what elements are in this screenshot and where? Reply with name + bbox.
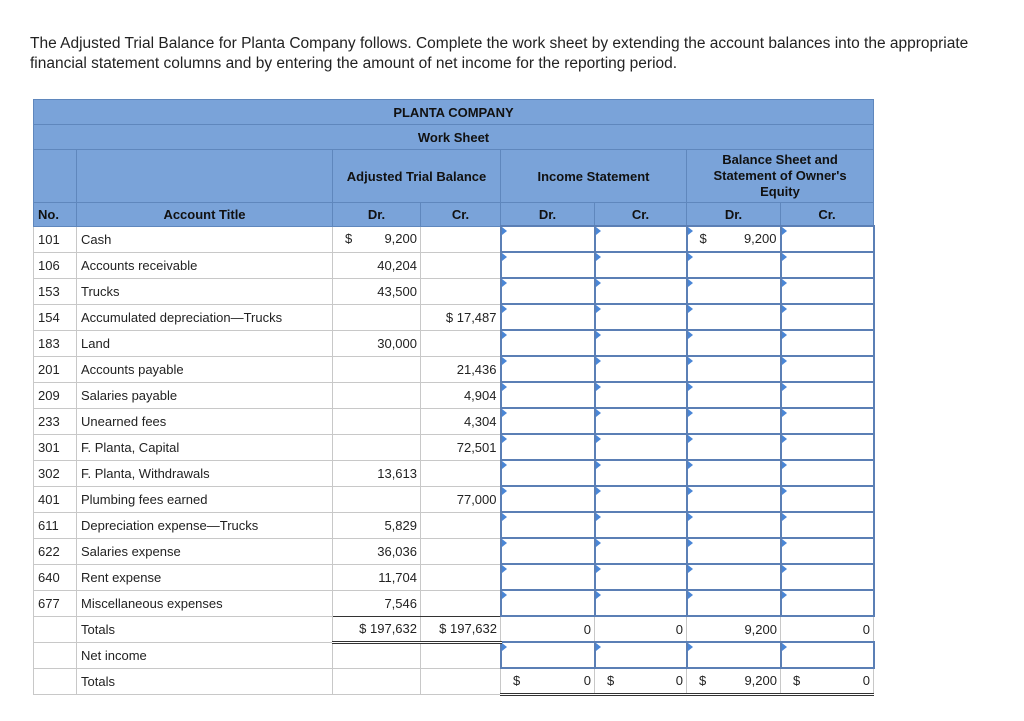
account-title: Accounts receivable	[77, 252, 333, 278]
atb-dr-value: 13,613	[333, 460, 421, 486]
table-row	[34, 304, 874, 330]
net-income-is-cr-input[interactable]	[595, 642, 687, 668]
atb-cr-value: 4,304	[421, 408, 501, 434]
dollar-sign: $	[793, 673, 801, 688]
account-title: Trucks	[77, 278, 333, 304]
table-row	[34, 356, 874, 382]
work-sheet-table	[33, 99, 875, 696]
atb-cr-value	[421, 538, 501, 564]
bs-cr-input[interactable]	[781, 252, 874, 278]
atb-dr-value: 5,829	[333, 512, 421, 538]
atb-cr-value: 21,436	[421, 356, 501, 382]
is-cr-input[interactable]	[595, 226, 687, 252]
account-number: 640	[34, 564, 77, 590]
is-dr-input[interactable]	[501, 304, 595, 330]
account-number: 201	[34, 356, 77, 382]
is-dr-input[interactable]	[501, 356, 595, 382]
is-dr-input[interactable]	[501, 252, 595, 278]
bs-cr-input[interactable]	[781, 226, 874, 252]
is-dr-input[interactable]	[501, 538, 595, 564]
atb-dr-value	[333, 304, 421, 330]
final-is-cr-value: 0	[675, 673, 683, 688]
instructions-text: The Adjusted Trial Balance for Planta Company follows. Complete the work sheet by extending the account balances into the appropriate financial statement columns and by entering the amount of net income for the reporting period.	[30, 35, 969, 72]
bs-cr-input[interactable]	[781, 382, 874, 408]
is-cr-input[interactable]	[595, 278, 687, 304]
final-is-cr-total	[595, 668, 687, 695]
is-dr-input[interactable]	[501, 512, 595, 538]
account-title: Land	[77, 330, 333, 356]
bs-cr-input[interactable]	[781, 434, 874, 460]
atb-dr-value	[333, 434, 421, 460]
is-dr-total: 0	[501, 616, 595, 642]
final-bs-dr-value: 9,200	[744, 673, 777, 688]
bs-cr-input[interactable]	[781, 590, 874, 616]
bs-dr-input[interactable]	[687, 304, 781, 330]
atb-dr-value: 43,500	[333, 278, 421, 304]
is-cr-input[interactable]	[595, 486, 687, 512]
dollar-sign: $	[513, 673, 521, 688]
is-dr-input[interactable]	[501, 486, 595, 512]
bs-cr-input[interactable]	[781, 486, 874, 512]
atb-cr-value	[421, 512, 501, 538]
bs-cr-input[interactable]	[781, 330, 874, 356]
is-cr-input[interactable]	[595, 538, 687, 564]
final-totals-label: Totals	[77, 668, 333, 695]
table-row	[34, 590, 874, 616]
table-row	[34, 278, 874, 304]
atb-dr-value	[333, 486, 421, 512]
is-dr-input[interactable]	[501, 564, 595, 590]
table-row	[34, 486, 874, 512]
is-dr-input[interactable]	[501, 330, 595, 356]
account-title: F. Planta, Withdrawals	[77, 460, 333, 486]
atb-dr-value	[333, 408, 421, 434]
is-cr-input[interactable]	[595, 382, 687, 408]
bs-dr-input[interactable]	[687, 408, 781, 434]
net-income-bs-dr-input[interactable]	[687, 642, 781, 668]
is-dr-input[interactable]	[501, 226, 595, 252]
col-no-header: No.	[34, 203, 77, 227]
bs-dr-input[interactable]	[687, 434, 781, 460]
table-row	[34, 226, 874, 252]
is-dr-input[interactable]	[501, 408, 595, 434]
totals-label: Totals	[77, 616, 333, 642]
atb-cr-value: 72,501	[421, 434, 501, 460]
bs-header: Balance Sheet and Statement of Owner's Equity	[687, 150, 874, 203]
account-number: 209	[34, 382, 77, 408]
atb-cr-value	[421, 226, 501, 252]
atb-dr-value: 11,704	[333, 564, 421, 590]
bs-dr-input[interactable]	[687, 382, 781, 408]
table-row	[34, 512, 874, 538]
is-header: Income Statement	[501, 150, 687, 203]
table-row	[34, 460, 874, 486]
atb-header: Adjusted Trial Balance	[333, 150, 501, 203]
is-dr-header: Dr.	[501, 203, 595, 227]
account-number: 154	[34, 304, 77, 330]
account-title: Plumbing fees earned	[77, 486, 333, 512]
bs-dr-input[interactable]	[687, 330, 781, 356]
atb-dr-value: 40,204	[333, 252, 421, 278]
is-dr-input[interactable]	[501, 460, 595, 486]
is-dr-input[interactable]	[501, 434, 595, 460]
is-cr-input[interactable]	[595, 460, 687, 486]
is-dr-input[interactable]	[501, 590, 595, 616]
table-row	[34, 330, 874, 356]
account-title: Rent expense	[77, 564, 333, 590]
bs-cr-total: 0	[781, 616, 874, 642]
bs-dr-header: Dr.	[687, 203, 781, 227]
final-is-dr-value: 0	[583, 673, 591, 688]
bs-dr-input[interactable]	[687, 226, 781, 252]
account-number: 101	[34, 226, 77, 252]
atb-dr-value: 7,546	[333, 590, 421, 616]
account-number: 301	[34, 434, 77, 460]
is-cr-input[interactable]	[595, 590, 687, 616]
bs-cr-input[interactable]	[781, 460, 874, 486]
account-number: 611	[34, 512, 77, 538]
bs-cr-input[interactable]	[781, 356, 874, 382]
bs-dr-input[interactable]	[687, 460, 781, 486]
account-number: 183	[34, 330, 77, 356]
atb-dr-value	[333, 382, 421, 408]
is-cr-input[interactable]	[595, 564, 687, 590]
atb-dr-value	[333, 356, 421, 382]
account-number: 401	[34, 486, 77, 512]
account-title: Cash	[77, 226, 333, 252]
is-cr-input[interactable]	[595, 434, 687, 460]
atb-cr-value	[421, 252, 501, 278]
atb-dr-header: Dr.	[333, 203, 421, 227]
bs-dr-input[interactable]	[687, 564, 781, 590]
account-title: Depreciation expense—Trucks	[77, 512, 333, 538]
bs-dr-input[interactable]	[687, 356, 781, 382]
net-income-is-dr-input[interactable]	[501, 642, 595, 668]
bs-cr-input[interactable]	[781, 538, 874, 564]
table-row	[34, 538, 874, 564]
bs-dr-total: 9,200	[687, 616, 781, 642]
account-number: 622	[34, 538, 77, 564]
account-title: Accounts payable	[77, 356, 333, 382]
bs-cr-input[interactable]	[781, 278, 874, 304]
is-cr-input[interactable]	[595, 512, 687, 538]
account-title: Accumulated depreciation—Trucks	[77, 304, 333, 330]
final-bs-cr-value: 0	[862, 673, 870, 688]
final-bs-dr-total	[687, 668, 781, 695]
account-number: 106	[34, 252, 77, 278]
atb-dr-value	[333, 226, 421, 252]
account-number: 153	[34, 278, 77, 304]
final-is-dr-total	[501, 668, 595, 695]
account-title: Unearned fees	[77, 408, 333, 434]
table-row	[34, 564, 874, 590]
bs-cr-input[interactable]	[781, 564, 874, 590]
is-cr-total: 0	[595, 616, 687, 642]
table-row	[34, 252, 874, 278]
atb-cr-value: 4,904	[421, 382, 501, 408]
is-cr-input[interactable]	[595, 252, 687, 278]
bs-cr-input[interactable]	[781, 304, 874, 330]
is-cr-input[interactable]	[595, 356, 687, 382]
dollar-sign: $	[345, 230, 353, 246]
dollar-sign: $	[699, 673, 707, 688]
atb-cr-header: Cr.	[421, 203, 501, 227]
atb-cr-total: $ 197,632	[421, 616, 501, 642]
bs-dr-input[interactable]	[687, 252, 781, 278]
atb-cr-value	[421, 564, 501, 590]
dollar-sign: $	[607, 673, 615, 688]
bs-cr-input[interactable]	[781, 512, 874, 538]
company-name: PLANTA COMPANY	[34, 100, 874, 125]
atb-dr-value: 30,000	[333, 330, 421, 356]
atb-dr-value: 36,036	[333, 538, 421, 564]
col-title-header: Account Title	[77, 203, 333, 227]
bs-dr-input[interactable]	[687, 486, 781, 512]
bs-dr-input[interactable]	[687, 590, 781, 616]
account-number: 677	[34, 590, 77, 616]
account-title: F. Planta, Capital	[77, 434, 333, 460]
atb-cr-value	[421, 590, 501, 616]
net-income-label: Net income	[77, 642, 333, 668]
dollar-sign: $	[699, 231, 707, 246]
atb-cr-value: $ 17,487	[421, 304, 501, 330]
atb-cr-value	[421, 278, 501, 304]
is-dr-input[interactable]	[501, 382, 595, 408]
is-cr-input[interactable]	[595, 408, 687, 434]
atb-dr-total: $ 197,632	[333, 616, 421, 642]
is-cr-input[interactable]	[595, 330, 687, 356]
atb-cr-value: 77,000	[421, 486, 501, 512]
bs-cr-header: Cr.	[781, 203, 874, 227]
account-title: Salaries expense	[77, 538, 333, 564]
account-number: 302	[34, 460, 77, 486]
account-title: Miscellaneous expenses	[77, 590, 333, 616]
table-row	[34, 434, 874, 460]
bs-dr-input[interactable]	[687, 538, 781, 564]
atb-cr-value	[421, 460, 501, 486]
bs-dr-input[interactable]	[687, 512, 781, 538]
table-row	[34, 382, 874, 408]
account-number: 233	[34, 408, 77, 434]
worksheet-title: Work Sheet	[34, 125, 874, 150]
bs-cr-input[interactable]	[781, 408, 874, 434]
account-title: Salaries payable	[77, 382, 333, 408]
is-cr-header: Cr.	[595, 203, 687, 227]
atb-dr-amount: 9,200	[384, 230, 417, 246]
net-income-bs-cr-input[interactable]	[781, 642, 874, 668]
is-dr-input[interactable]	[501, 278, 595, 304]
bs-dr-input[interactable]	[687, 278, 781, 304]
bs-dr-amount: 9,200	[743, 231, 777, 246]
final-bs-cr-total	[781, 668, 874, 695]
is-cr-input[interactable]	[595, 304, 687, 330]
table-row	[34, 408, 874, 434]
atb-cr-value	[421, 330, 501, 356]
